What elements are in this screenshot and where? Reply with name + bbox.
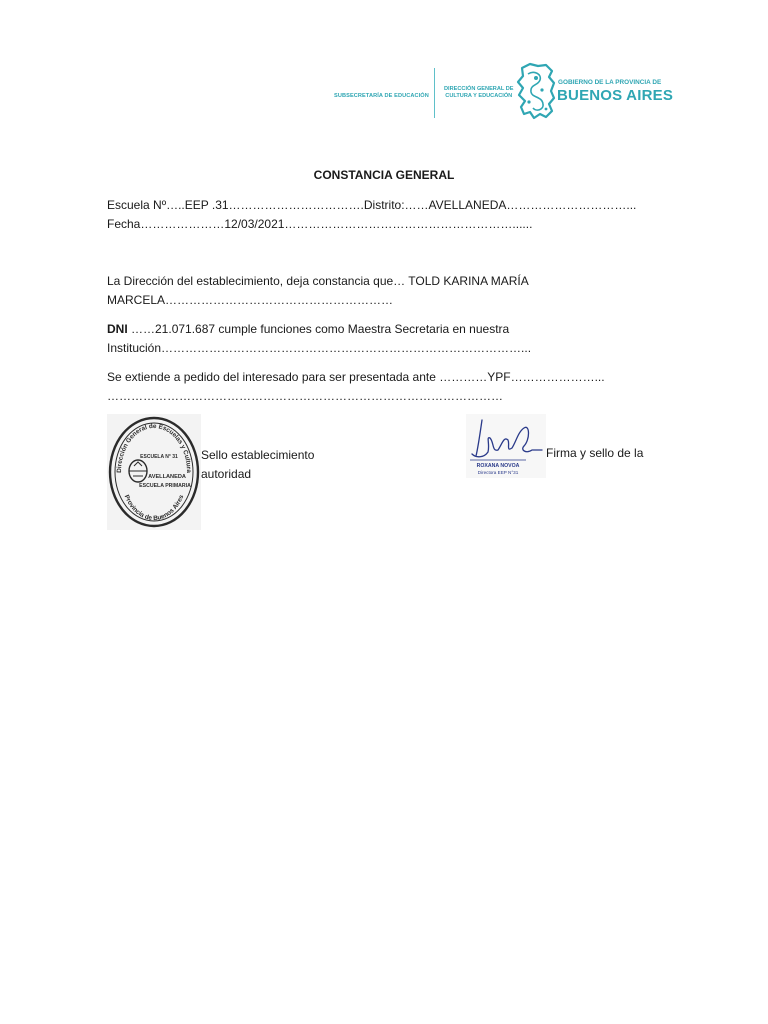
buenos-aires-label: BUENOS AIRES — [557, 87, 674, 104]
name-continuation-line: MARCELA………………………………………………… — [107, 293, 394, 307]
sello-label-line2: autoridad — [201, 467, 252, 481]
dni-line — [107, 322, 509, 336]
escuela-line: Escuela Nº…..EEP .31…………………………….Distrito:……AVELLANEDA…………………………... — [107, 198, 637, 212]
dotted-line: ……………………………………………………………………………………… — [107, 389, 503, 403]
document-title: CONSTANCIA GENERAL — [313, 168, 455, 182]
signature-role-text: Directora EEP N°31 — [477, 470, 519, 475]
sello-label-line1: Sello establecimiento — [201, 448, 315, 462]
seal-level-text: ESCUELA PRIMARIA — [139, 483, 191, 489]
fecha-line: Fecha…………………12/03/2021…………………………………………………...... — [107, 217, 533, 231]
seal-school-text: ESCUELA N° 31 — [140, 454, 178, 460]
direccion-general-label — [444, 86, 514, 100]
subsecretaria-label: SUBSECRETARÍA DE EDUCACIÓN — [334, 93, 429, 99]
signature-name-text: ROXANA NOVOA — [476, 463, 520, 469]
sello-label — [201, 446, 314, 484]
handwritten-signature — [466, 414, 546, 478]
direccion-line1: DIRECCIÓN GENERAL DE — [444, 86, 514, 92]
seal-top-text: Dirección General de Escuelas y Cultura — [115, 422, 193, 473]
pedido-line: Se extiende a pedido del interesado para ser presentada ante …………YPF…………………... — [107, 370, 605, 384]
header-divider — [434, 68, 435, 118]
province-map-logo-icon — [516, 62, 556, 120]
gobierno-label: GOBIERNO DE LA PROVINCIA DE — [558, 79, 662, 86]
constancia-line: La Dirección del establecimiento, deja constancia que… TOLD KARINA MARÍA — [107, 274, 529, 288]
institucion-line: Institución………………………………………………………………………………... — [107, 341, 532, 355]
letterhead — [334, 62, 674, 120]
dni-label: DNI — [107, 322, 128, 336]
school-seal-stamp — [107, 414, 201, 530]
dni-text: ……21.071.687 cumple funciones como Maestra Secretaria en nuestra — [127, 322, 510, 336]
seal-bottom-text: Provincia de Buenos Aires — [122, 493, 186, 523]
firma-label: Firma y sello de la — [546, 446, 644, 460]
seal-city-text: AVELLANEDA — [148, 474, 186, 480]
direccion-line2: CULTURA Y EDUCACIÓN — [445, 93, 513, 99]
